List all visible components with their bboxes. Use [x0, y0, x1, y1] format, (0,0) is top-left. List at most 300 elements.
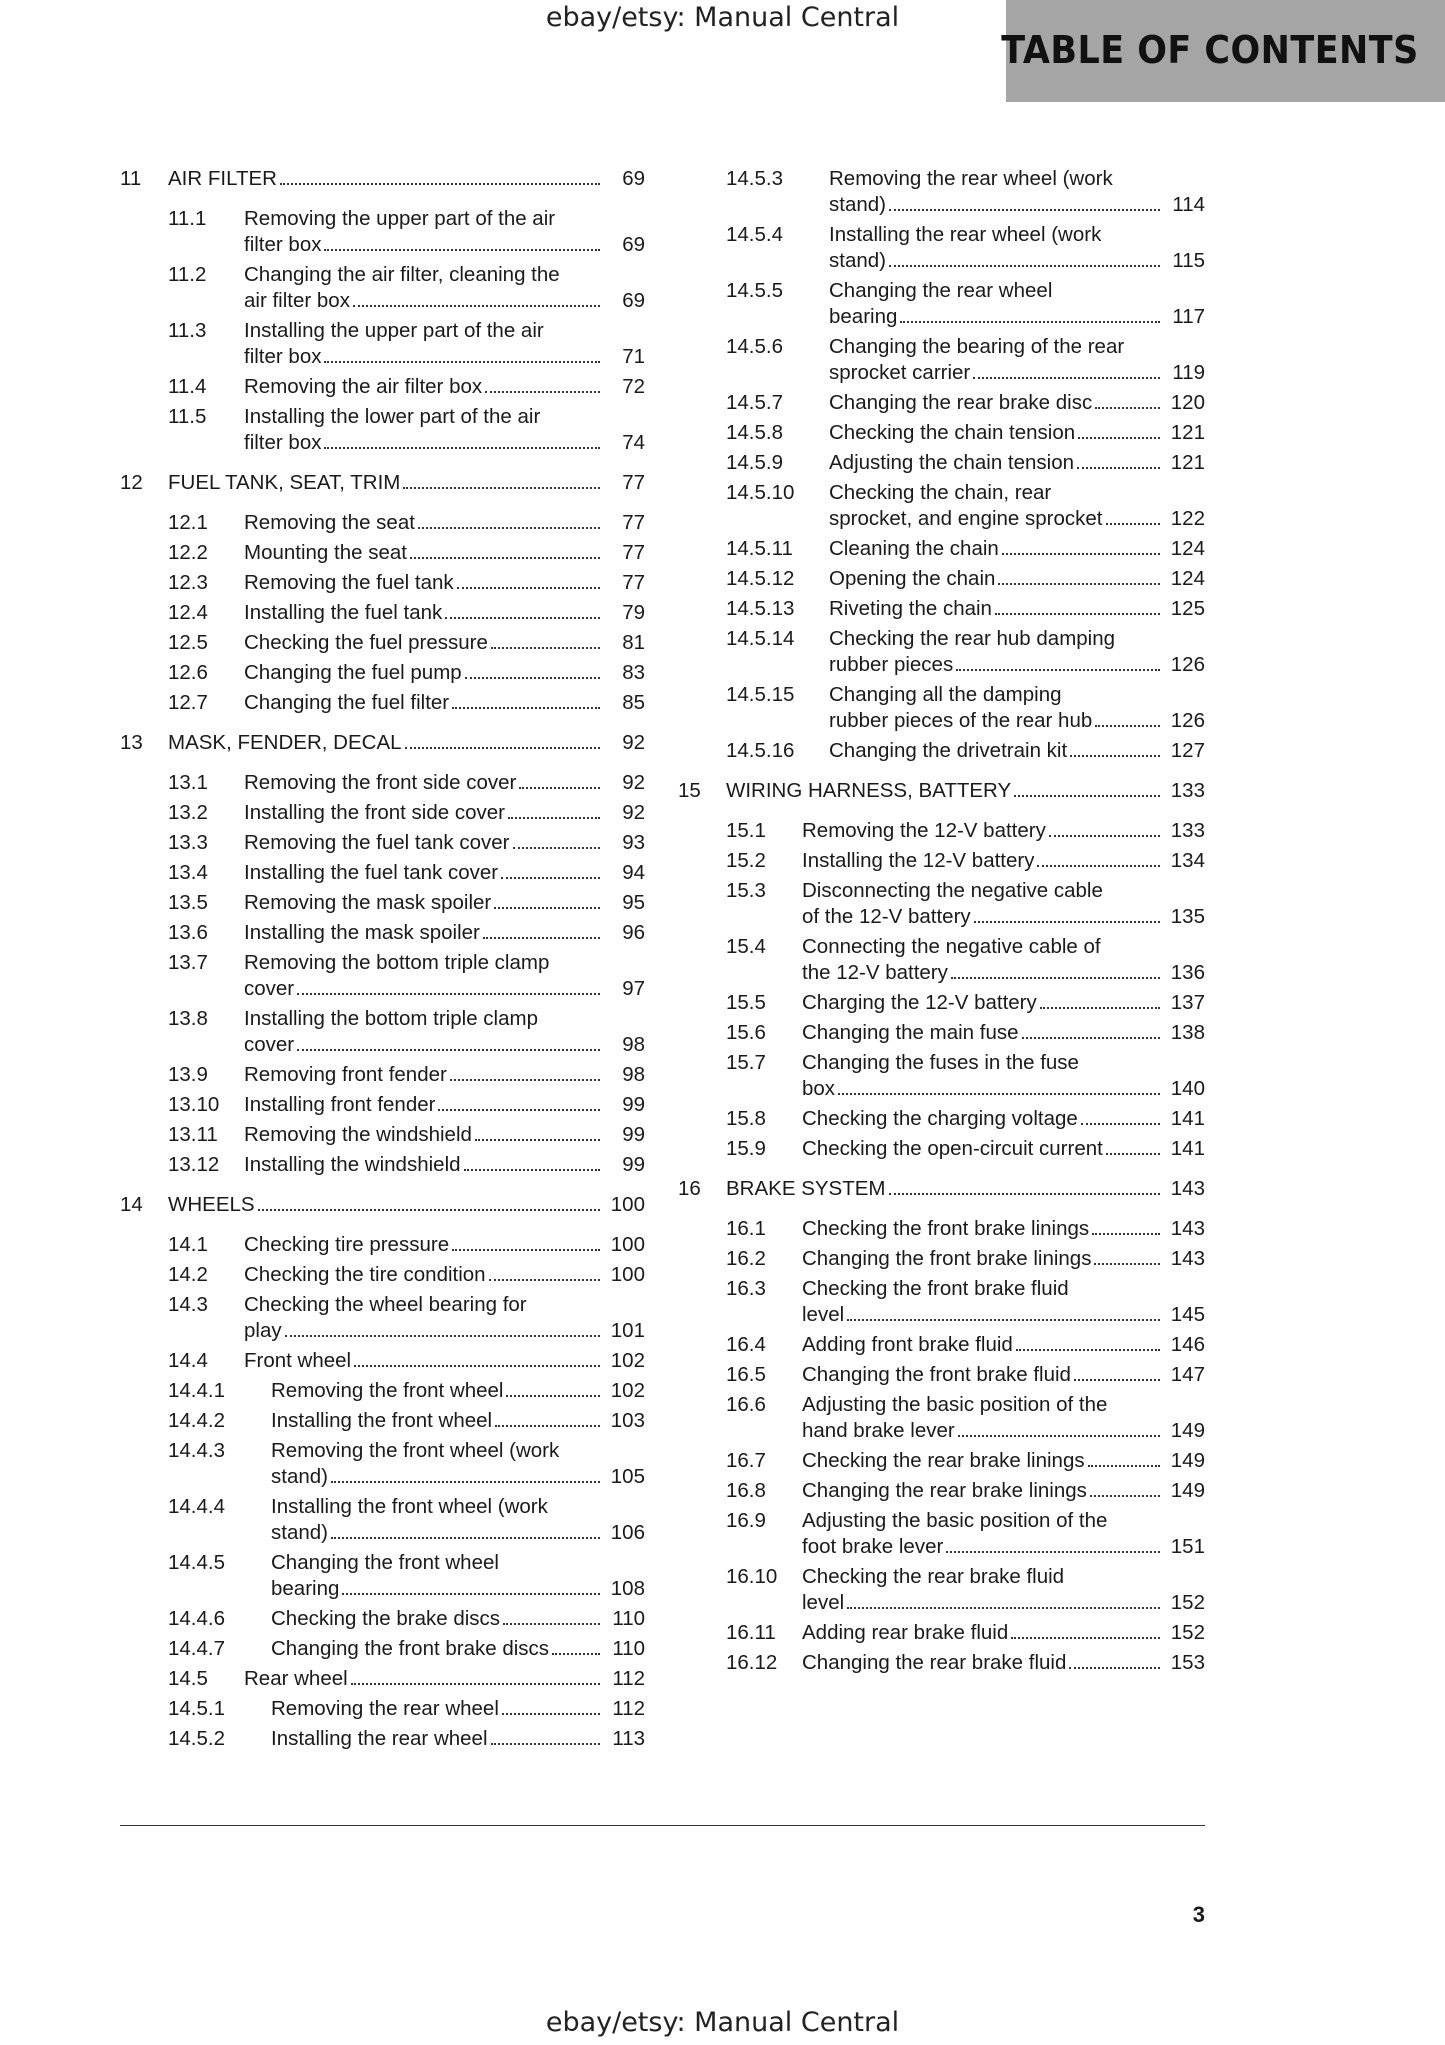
toc-entry-title: Changing the front brake discs	[271, 1637, 550, 1660]
toc-entry[interactable]	[678, 848, 1205, 874]
toc-entry-title: Changing the drivetrain kit	[829, 739, 1068, 762]
toc-entry-number: 12.2	[168, 541, 208, 564]
toc-entry[interactable]	[120, 1636, 645, 1662]
toc-entry-page: 137	[1170, 991, 1205, 1014]
toc-entry[interactable]	[120, 1192, 645, 1218]
toc-entry[interactable]	[678, 222, 1205, 274]
toc-entry-number: 12.6	[168, 661, 208, 684]
toc-entry-page: 143	[1170, 1177, 1205, 1200]
toc-entry-title: Removing the fuel tank cover	[244, 831, 510, 854]
toc-entry-number: 16.5	[726, 1363, 766, 1386]
toc-leader-dots	[847, 1607, 1160, 1609]
toc-leader-dots	[973, 377, 1160, 379]
toc-entry-title: Rear wheel	[244, 1667, 348, 1690]
toc-entry-title: Installing front fender	[244, 1093, 436, 1116]
toc-entry[interactable]	[678, 818, 1205, 844]
toc-leader-dots	[506, 1395, 600, 1397]
toc-entry-number: 14.5.6	[726, 335, 783, 358]
toc-entry-page: 121	[1170, 421, 1205, 444]
toc-entry-title: Mounting the seat	[244, 541, 407, 564]
toc-entry-title: cover	[244, 977, 295, 1000]
toc-entry-page: 134	[1170, 849, 1205, 872]
toc-leader-dots	[1088, 1465, 1160, 1467]
toc-leader-dots	[552, 1653, 600, 1655]
toc-leader-dots	[1106, 1153, 1160, 1155]
toc-entry[interactable]	[678, 1276, 1205, 1328]
toc-entry-page: 99	[622, 1123, 645, 1146]
toc-entry-number: 14.5.1	[168, 1697, 225, 1720]
toc-entry-title: Installing the lower part of the air	[244, 405, 541, 428]
toc-entry-page: 71	[622, 345, 645, 368]
toc-leader-dots	[519, 787, 600, 789]
toc-entry[interactable]	[120, 690, 645, 716]
toc-entry-title: play	[244, 1319, 282, 1342]
toc-entry-number: 11.2	[168, 263, 207, 286]
toc-entry-title: Changing the front wheel	[271, 1551, 499, 1574]
toc-entry-number: 14.5	[168, 1667, 208, 1690]
toc-entry-page: 85	[622, 691, 645, 714]
toc-leader-dots	[1070, 755, 1160, 757]
toc-entry-page: 115	[1172, 249, 1205, 272]
toc-entry-number: 14.4.3	[168, 1439, 225, 1462]
toc-entry[interactable]	[120, 1696, 645, 1722]
toc-entry-number: 16.11	[726, 1621, 776, 1644]
toc-entry-page: 133	[1170, 779, 1205, 802]
toc-entry-number: 14.5.2	[168, 1727, 225, 1750]
toc-entry-title: filter box	[244, 431, 322, 454]
toc-entry-page: 108	[610, 1577, 645, 1600]
toc-entry-title: Checking the brake discs	[271, 1607, 501, 1630]
toc-entry[interactable]	[120, 1606, 645, 1632]
toc-entry[interactable]	[678, 626, 1205, 678]
toc-entry-page: 125	[1170, 597, 1205, 620]
toc-leader-dots	[489, 1279, 600, 1281]
toc-leader-dots	[1074, 1379, 1160, 1381]
toc-entry[interactable]	[678, 278, 1205, 330]
toc-leader-dots	[1106, 523, 1161, 525]
toc-entry[interactable]	[120, 950, 645, 1002]
toc-entry-number: 14.5.14	[726, 627, 795, 650]
toc-entry-number: 11.5	[168, 405, 207, 428]
toc-entry-title: Removing the air filter box	[244, 375, 483, 398]
toc-entry-number: 15.5	[726, 991, 766, 1014]
toc-entry[interactable]	[120, 630, 645, 656]
toc-entry-number: 12.4	[168, 601, 208, 624]
toc-leader-dots	[1016, 1349, 1160, 1351]
toc-entry-title: rubber pieces of the rear hub	[829, 709, 1093, 732]
toc-entry-page: 126	[1170, 653, 1205, 676]
toc-leader-dots	[1078, 437, 1160, 439]
toc-entry[interactable]	[678, 1478, 1205, 1504]
toc-entry-title: filter box	[244, 233, 322, 256]
toc-entry-page: 69	[622, 289, 645, 312]
toc-entry-page: 122	[1170, 507, 1205, 530]
toc-leader-dots	[951, 977, 1160, 979]
toc-entry-number: 13.12	[168, 1153, 220, 1176]
toc-entry-page: 117	[1172, 305, 1205, 328]
toc-entry-title: Changing the rear brake disc	[829, 391, 1093, 414]
toc-entry-page: 99	[622, 1093, 645, 1116]
toc-leader-dots	[494, 907, 600, 909]
toc-entry-number: 15.7	[726, 1051, 766, 1074]
toc-entry-title: Installing the fuel tank cover	[244, 861, 499, 884]
toc-entry-page: 77	[622, 541, 645, 564]
toc-entry[interactable]	[678, 390, 1205, 416]
toc-leader-dots	[1081, 1123, 1160, 1125]
toc-entry-number: 12.7	[168, 691, 208, 714]
toc-entry-page: 92	[622, 731, 645, 754]
toc-entry[interactable]	[678, 1136, 1205, 1162]
toc-entry-number: 14.3	[168, 1293, 208, 1316]
toc-leader-dots	[485, 391, 600, 393]
toc-entry-title: Checking the tire condition	[244, 1263, 486, 1286]
toc-leader-dots	[995, 613, 1160, 615]
toc-entry-number: 16.1	[726, 1217, 766, 1240]
toc-leader-dots	[465, 677, 600, 679]
toc-entry[interactable]	[678, 1246, 1205, 1272]
toc-leader-dots	[280, 183, 600, 185]
toc-entry-page: 149	[1170, 1419, 1205, 1442]
toc-entry-number: 16.3	[726, 1277, 766, 1300]
toc-entry-title: Installing the rear wheel	[271, 1727, 488, 1750]
toc-entry-title: bearing	[271, 1577, 340, 1600]
toc-entry[interactable]	[120, 1408, 645, 1434]
toc-entry[interactable]	[120, 1292, 645, 1344]
toc-entry[interactable]	[120, 890, 645, 916]
toc-entry-page: 112	[612, 1667, 645, 1690]
toc-leader-dots	[1095, 407, 1160, 409]
toc-entry[interactable]	[678, 1332, 1205, 1358]
toc-entry-number: 12.5	[168, 631, 208, 654]
toc-leader-dots	[331, 1481, 600, 1483]
toc-entry-title: stand)	[829, 193, 886, 216]
header-banner	[1001, 0, 1445, 102]
toc-entry[interactable]	[678, 1362, 1205, 1388]
toc-leader-dots	[998, 583, 1160, 585]
toc-entry[interactable]	[678, 778, 1205, 804]
toc-entry-title: Checking the front brake linings	[802, 1217, 1090, 1240]
toc-entry-title: Installing the upper part of the air	[244, 319, 544, 342]
toc-entry-page: 81	[622, 631, 645, 654]
toc-entry-title: of the 12-V battery	[802, 905, 971, 928]
toc-entry[interactable]	[678, 1216, 1205, 1242]
toc-entry-title: Removing the windshield	[244, 1123, 472, 1146]
toc-entry[interactable]	[678, 334, 1205, 386]
toc-entry-title: cover	[244, 1033, 295, 1056]
toc-leader-dots	[445, 617, 600, 619]
toc-leader-dots	[1092, 1233, 1160, 1235]
toc-entry-title: Checking the open-circuit current	[802, 1137, 1103, 1160]
toc-leader-dots	[889, 209, 1160, 211]
toc-leader-dots	[457, 587, 600, 589]
toc-entry[interactable]	[120, 860, 645, 886]
toc-entry-number: 14.4.5	[168, 1551, 225, 1574]
toc-leader-dots	[491, 1743, 600, 1745]
toc-entry[interactable]	[120, 920, 645, 946]
toc-leader-dots	[838, 1093, 1160, 1095]
toc-entry-page: 143	[1170, 1217, 1205, 1240]
toc-entry[interactable]	[678, 682, 1205, 734]
toc-leader-dots	[491, 647, 600, 649]
toc-entry-number: 14.5.3	[726, 167, 783, 190]
toc-entry[interactable]	[120, 1232, 645, 1258]
toc-entry[interactable]	[678, 166, 1205, 218]
toc-entry-page: 100	[610, 1233, 645, 1256]
toc-entry[interactable]	[120, 830, 645, 856]
toc-entry-number: 14.5.13	[726, 597, 795, 620]
toc-leader-dots	[946, 1551, 1160, 1553]
toc-entry-number: 11	[120, 167, 142, 190]
toc-entry-title: Changing the fuel pump	[244, 661, 462, 684]
toc-entry-page: 100	[610, 1193, 645, 1216]
toc-entry-number: 14.5.16	[726, 739, 795, 762]
toc-entry-page: 133	[1170, 819, 1205, 842]
toc-entry-title: Adjusting the chain tension	[829, 451, 1075, 474]
toc-entry[interactable]	[120, 1152, 645, 1178]
toc-entry-title: Checking the chain, rear	[829, 481, 1052, 504]
toc-entry[interactable]	[120, 1550, 645, 1602]
toc-entry[interactable]	[120, 1122, 645, 1148]
toc-entry-title: Removing the bottom triple clamp	[244, 951, 550, 974]
toc-entry[interactable]	[678, 1392, 1205, 1444]
toc-leader-dots	[1002, 553, 1160, 555]
toc-entry-number: 15.3	[726, 879, 766, 902]
toc-entry-number: 14.5.7	[726, 391, 783, 414]
toc-entry[interactable]	[678, 1650, 1205, 1676]
toc-entry[interactable]	[120, 1062, 645, 1088]
toc-entry[interactable]	[678, 1050, 1205, 1102]
toc-leader-dots	[495, 1425, 600, 1427]
toc-entry[interactable]	[120, 1726, 645, 1752]
toc-entry-page: 92	[622, 771, 645, 794]
toc-entry-title: Changing the bearing of the rear	[829, 335, 1125, 358]
toc-entry[interactable]	[120, 1092, 645, 1118]
toc-entry-number: 13.11	[168, 1123, 218, 1146]
toc-entry[interactable]	[120, 404, 645, 456]
toc-entry-page: 77	[622, 571, 645, 594]
toc-entry-title: Removing the front wheel (work	[271, 1439, 560, 1462]
toc-entry[interactable]	[120, 470, 645, 496]
toc-entry[interactable]	[120, 770, 645, 796]
toc-entry-title: BRAKE SYSTEM	[726, 1177, 886, 1200]
toc-entry-number: 14.4.7	[168, 1637, 225, 1660]
toc-entry-page: 79	[622, 601, 645, 624]
watermark-bottom: ebay/etsy: Manual Central	[545, 2007, 900, 2038]
toc-entry-title: Checking the rear brake linings	[802, 1449, 1085, 1472]
toc-leader-dots	[900, 321, 1160, 323]
toc-entry-page: 141	[1170, 1137, 1205, 1160]
toc-entry[interactable]	[678, 878, 1205, 930]
toc-entry-title: Changing the rear brake fluid	[802, 1651, 1067, 1674]
toc-entry-number: 14.5.8	[726, 421, 783, 444]
toc-entry[interactable]	[678, 480, 1205, 532]
toc-entry[interactable]	[120, 1262, 645, 1288]
toc-entry-title: Installing the mask spoiler	[244, 921, 480, 944]
watermark-top: ebay/etsy: Manual Central	[545, 2, 900, 33]
toc-entry[interactable]	[678, 450, 1205, 476]
toc-entry-title: Changing the fuel filter	[244, 691, 450, 714]
toc-leader-dots	[1011, 1637, 1160, 1639]
toc-leader-dots	[418, 527, 600, 529]
toc-entry[interactable]	[120, 318, 645, 370]
toc-entry[interactable]	[678, 1620, 1205, 1646]
toc-entry-number: 14.2	[168, 1263, 208, 1286]
toc-leader-dots	[1014, 795, 1160, 797]
toc-entry-page: 140	[1170, 1077, 1205, 1100]
toc-entry-title: AIR FILTER	[168, 167, 277, 190]
toc-entry[interactable]	[678, 1106, 1205, 1132]
toc-entry[interactable]	[678, 596, 1205, 622]
toc-entry-title: WHEELS	[168, 1193, 255, 1216]
toc-entry-title: Changing the fuses in the fuse	[802, 1051, 1079, 1074]
toc-entry[interactable]	[678, 934, 1205, 986]
toc-entry-number: 16.2	[726, 1247, 766, 1270]
toc-leader-dots	[1094, 1263, 1160, 1265]
toc-entry[interactable]	[678, 536, 1205, 562]
toc-entry-page: 99	[622, 1153, 645, 1176]
toc-entry-page: 124	[1170, 537, 1205, 560]
toc-entry[interactable]	[120, 1666, 645, 1692]
toc-entry-title: the 12-V battery	[802, 961, 948, 984]
toc-entry[interactable]	[120, 374, 645, 400]
toc-entry[interactable]	[678, 1508, 1205, 1560]
toc-leader-dots	[450, 1079, 600, 1081]
toc-entry-number: 11.3	[168, 319, 207, 342]
toc-entry-page: 74	[622, 431, 645, 454]
toc-entry-number: 13.3	[168, 831, 208, 854]
toc-leader-dots	[958, 1435, 1160, 1437]
toc-entry[interactable]	[120, 540, 645, 566]
toc-entry-number: 15.8	[726, 1107, 766, 1130]
toc-entry-number: 16.10	[726, 1565, 778, 1588]
toc-entry-number: 15.4	[726, 935, 766, 958]
toc-entry-title: Installing the windshield	[244, 1153, 461, 1176]
toc-entry-title: Installing the front side cover	[244, 801, 505, 824]
toc-entry-title: FUEL TANK, SEAT, TRIM	[168, 471, 401, 494]
toc-leader-dots	[324, 447, 600, 449]
toc-leader-dots	[974, 921, 1160, 923]
toc-entry-number: 12.1	[168, 511, 208, 534]
toc-entry-page: 101	[610, 1319, 645, 1342]
toc-leader-dots	[1037, 865, 1160, 867]
toc-entry-title: Checking tire pressure	[244, 1233, 450, 1256]
toc-entry-title: filter box	[244, 345, 322, 368]
toc-leader-dots	[353, 305, 600, 307]
toc-entry[interactable]	[120, 570, 645, 596]
toc-entry-number: 11.4	[168, 375, 207, 398]
toc-entry[interactable]	[120, 800, 645, 826]
toc-leader-dots	[1049, 835, 1160, 837]
toc-leader-dots	[1022, 1037, 1160, 1039]
toc-entry-page: 151	[1170, 1535, 1205, 1558]
toc-entry-page: 124	[1170, 567, 1205, 590]
toc-entry-page: 152	[1170, 1591, 1205, 1614]
toc-entry-page: 110	[612, 1637, 645, 1660]
toc-leader-dots	[503, 1623, 600, 1625]
toc-leader-dots	[403, 487, 600, 489]
toc-entry[interactable]	[120, 1494, 645, 1546]
toc-entry-title: Adding rear brake fluid	[802, 1621, 1009, 1644]
toc-entry-number: 15.9	[726, 1137, 766, 1160]
toc-entry[interactable]	[678, 1020, 1205, 1046]
toc-entry[interactable]	[678, 1564, 1205, 1616]
toc-leader-dots	[324, 361, 600, 363]
toc-leader-dots	[475, 1139, 600, 1141]
toc-entry-number: 14.5.11	[726, 537, 793, 560]
toc-entry[interactable]	[120, 1438, 645, 1490]
toc-entry-number: 14.1	[168, 1233, 208, 1256]
toc-entry-title: Removing the mask spoiler	[244, 891, 492, 914]
toc-entry-title: Removing the fuel tank	[244, 571, 454, 594]
toc-leader-dots	[464, 1169, 600, 1171]
toc-entry-number: 15	[678, 779, 701, 802]
toc-entry[interactable]	[678, 420, 1205, 446]
toc-entry-page: 138	[1170, 1021, 1205, 1044]
toc-entry-page: 105	[610, 1465, 645, 1488]
toc-entry[interactable]	[120, 206, 645, 258]
toc-leader-dots	[956, 669, 1160, 671]
toc-entry[interactable]	[120, 600, 645, 626]
toc-entry-page: 135	[1170, 905, 1205, 928]
toc-entry-number: 14.5.10	[726, 481, 795, 504]
toc-entry-page: 136	[1170, 961, 1205, 984]
toc-entry-number: 14.5.9	[726, 451, 783, 474]
toc-entry-page: 69	[622, 233, 645, 256]
toc-entry-title: level	[802, 1591, 845, 1614]
toc-entry-number: 13.4	[168, 861, 208, 884]
toc-entry-title: Adding front brake fluid	[802, 1333, 1013, 1356]
toc-entry[interactable]	[120, 262, 645, 314]
toc-entry[interactable]	[678, 566, 1205, 592]
toc-entry-title: Removing front fender	[244, 1063, 447, 1086]
toc-entry-title: level	[802, 1303, 845, 1326]
toc-leader-dots	[1077, 467, 1160, 469]
toc-entry[interactable]	[120, 660, 645, 686]
toc-entry-page: 110	[612, 1607, 645, 1630]
toc-entry-title: Changing all the damping	[829, 683, 1062, 706]
toc-entry[interactable]	[120, 1348, 645, 1374]
toc-entry-title: hand brake lever	[802, 1419, 955, 1442]
toc-leader-dots	[354, 1365, 600, 1367]
toc-entry-page: 145	[1170, 1303, 1205, 1326]
toc-entry-title: Removing the seat	[244, 511, 415, 534]
toc-entry-number: 15.1	[726, 819, 766, 842]
toc-entry-number: 16.9	[726, 1509, 766, 1532]
toc-entry[interactable]	[120, 510, 645, 536]
toc-entry[interactable]	[120, 1006, 645, 1058]
toc-entry-number: 16.6	[726, 1393, 766, 1416]
toc-leader-dots	[502, 1713, 600, 1715]
toc-entry-page: 77	[622, 511, 645, 534]
toc-leader-dots	[405, 747, 600, 749]
toc-entry[interactable]	[120, 166, 645, 192]
toc-entry[interactable]	[678, 990, 1205, 1016]
toc-entry[interactable]	[678, 1176, 1205, 1202]
toc-entry[interactable]	[120, 1378, 645, 1404]
toc-entry-page: 95	[622, 891, 645, 914]
toc-entry-page: 112	[612, 1697, 645, 1720]
toc-entry-number: 14.5.12	[726, 567, 795, 590]
toc-entry[interactable]	[678, 738, 1205, 764]
toc-entry-page: 102	[610, 1379, 645, 1402]
toc-entry[interactable]	[678, 1448, 1205, 1474]
toc-entry-number: 15.2	[726, 849, 766, 872]
toc-entry[interactable]	[120, 730, 645, 756]
toc-entry-number: 12.3	[168, 571, 208, 594]
toc-entry-page: 97	[622, 977, 645, 1000]
toc-entry-title: foot brake lever	[802, 1535, 944, 1558]
toc-entry-number: 15.6	[726, 1021, 766, 1044]
